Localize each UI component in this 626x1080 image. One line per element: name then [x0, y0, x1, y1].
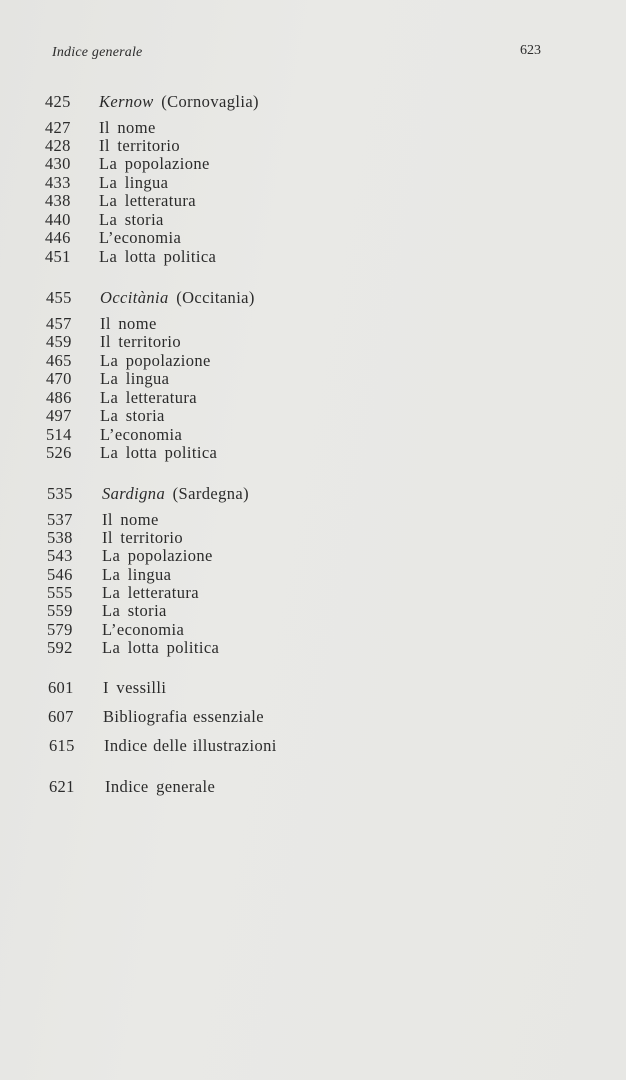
entry-page: 438 [45, 191, 71, 210]
entry-title: La popolazione [99, 154, 210, 173]
entry-title: Indice delle illustrazioni [104, 736, 277, 755]
entry-page: 621 [49, 777, 75, 796]
entry-title: La lingua [102, 565, 172, 584]
entry-page: 592 [47, 638, 73, 657]
entry-page: 607 [48, 707, 74, 726]
entry-title: Il territorio [99, 136, 181, 155]
section-paren: (Sardegna) [172, 484, 250, 503]
entry-page: 537 [47, 510, 73, 529]
section-name: Occitània [100, 288, 169, 307]
entry-page: 615 [49, 736, 75, 755]
entry-page: 546 [47, 565, 73, 584]
entry-title: L’economia [99, 228, 182, 247]
entry-page: 446 [45, 228, 71, 247]
entry-title: I vessilli [103, 678, 167, 697]
section-paren: (Cornovaglia) [161, 92, 259, 111]
entry-title: La storia [102, 601, 167, 620]
entry-title: Bibliografia essenziale [103, 707, 264, 726]
entry-page: 428 [45, 136, 71, 155]
section-name: Sardigna [102, 484, 166, 503]
section-title [99, 93, 259, 111]
entry-page: 430 [45, 154, 71, 173]
section-name: Kernow [99, 92, 154, 111]
section-page: 425 [45, 92, 71, 111]
entry-page: 457 [46, 314, 72, 333]
entry-title: La letteratura [102, 583, 199, 602]
entry-page: 579 [47, 620, 73, 639]
entry-title: La popolazione [100, 351, 211, 370]
entry-page: 543 [47, 546, 73, 565]
section-title [100, 289, 255, 307]
entry-page: 486 [46, 388, 72, 407]
entry-title: L’economia [102, 620, 185, 639]
entry-page: 465 [46, 351, 72, 370]
entry-title: L’economia [100, 425, 183, 444]
entry-title: Il territorio [100, 332, 182, 351]
entry-page: 538 [47, 528, 73, 547]
entry-page: 497 [46, 406, 72, 425]
entry-page: 526 [46, 443, 72, 462]
entry-title: La lotta politica [102, 638, 220, 657]
entry-title: La lingua [100, 369, 170, 388]
entry-title: La lotta politica [99, 247, 217, 266]
entry-title: Il nome [102, 510, 159, 529]
entry-title: La lotta politica [100, 443, 218, 462]
entry-title: Il nome [100, 314, 157, 333]
entry-page: 555 [47, 583, 73, 602]
entry-page: 427 [45, 118, 71, 137]
entry-title: Il nome [99, 118, 156, 137]
section-page: 535 [47, 484, 73, 503]
entry-page: 451 [45, 247, 71, 266]
entry-title: Indice generale [105, 777, 216, 796]
entry-title: La popolazione [102, 546, 213, 565]
entry-title: La letteratura [100, 388, 197, 407]
section-paren: (Occitania) [176, 288, 255, 307]
section-page: 455 [46, 288, 72, 307]
entry-page: 459 [46, 332, 72, 351]
entry-title: La letteratura [99, 191, 196, 210]
section-title [102, 485, 249, 503]
entry-title: La storia [99, 210, 164, 229]
entry-title: Il territorio [102, 528, 184, 547]
entry-page: 433 [45, 173, 71, 192]
entry-page: 470 [46, 369, 72, 388]
entry-title: La storia [100, 406, 165, 425]
entry-page: 559 [47, 601, 73, 620]
entry-page: 514 [46, 425, 72, 444]
entry-page: 440 [45, 210, 71, 229]
entry-page: 601 [48, 678, 74, 697]
page-number: 623 [520, 43, 541, 58]
running-header-title: Indice generale [52, 45, 143, 60]
entry-title: La lingua [99, 173, 169, 192]
